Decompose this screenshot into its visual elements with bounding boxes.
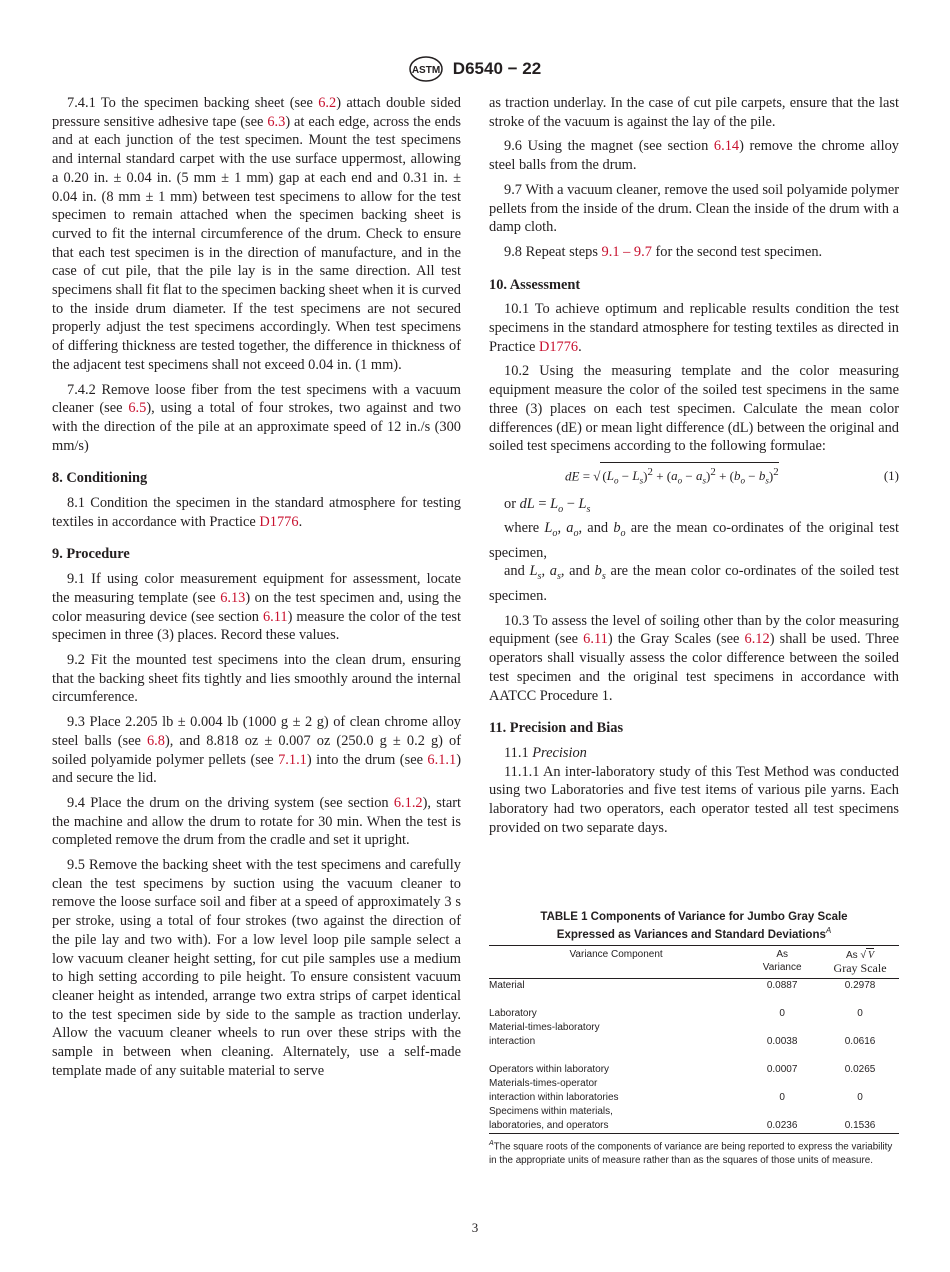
cross-reference-link[interactable]: 6.1.2 bbox=[393, 794, 423, 811]
gray-scale-value: 0 bbox=[857, 1007, 863, 1019]
variance-value: 0 bbox=[779, 1007, 785, 1019]
paragraph bbox=[489, 763, 899, 838]
text: where bbox=[504, 520, 545, 537]
cross-reference-link[interactable]: 6.14 bbox=[713, 138, 740, 155]
left-column bbox=[52, 94, 461, 1086]
text: = bbox=[534, 495, 551, 512]
text: 9.8 Repeat steps bbox=[504, 243, 602, 260]
paragraph bbox=[52, 713, 461, 788]
text: as traction underlay. In the case of cut pile carpets, ensure that the last stroke of the vacuum is against the lay of the pile. bbox=[489, 95, 899, 130]
math-subscript: s bbox=[537, 571, 542, 583]
caption-footnote-mark: A bbox=[825, 926, 832, 935]
sqrt-v: V bbox=[867, 949, 875, 961]
row-label bbox=[489, 1063, 743, 1077]
paragraph bbox=[489, 137, 899, 174]
cross-reference-link[interactable]: 6.1.1 bbox=[427, 751, 457, 768]
text: , bbox=[541, 563, 550, 580]
row-label bbox=[489, 1007, 743, 1021]
variance-value: 0 bbox=[779, 1091, 785, 1103]
cross-reference-link[interactable]: 7.1.1 bbox=[278, 751, 307, 768]
paragraph bbox=[489, 94, 899, 131]
variance-value: 0.0038 bbox=[766, 1035, 798, 1047]
math-variable: L bbox=[529, 563, 538, 580]
paragraph bbox=[52, 94, 461, 375]
text: 9.5 Remove the backing sheet with the test specimens and carefully clean the test specimens by suction using the vacuum cleaner to remove the loose surface soil and fiber at a speed of approximately 3 s per stroke, using a total of four strokes (two against the direction of the pile lay and two with). For a low level loop pile sample select a low vacuum cleaner height setting, for cut pile samples use a medium to high setting according to pile height. To ensure consistent vacuum cleaner height as intended, arrange two extra strips of carpet identical to the test specimen side by side to the sample as traction underlay. Allow the vacuum cleaner wheels to run over these strips with the sample in between when cleaning. Alternately, use a self-made template made of any suitable material to serve bbox=[52, 857, 461, 1079]
variance-value: 0.0887 bbox=[766, 979, 798, 991]
math-variable: a bbox=[566, 520, 574, 537]
label-line: interaction within laboratories bbox=[489, 1091, 619, 1103]
paragraph bbox=[489, 495, 899, 520]
text: ) measure the color of the test specimen in three (3) places. Record these values. bbox=[52, 608, 461, 644]
cross-reference-link[interactable]: 9.1 – 9.7 bbox=[601, 243, 652, 260]
text: 9.2 Fit the mounted test specimens into the clean drum, ensuring that the backing sheet fits tightly and lies smoothly around the internal circumference. bbox=[52, 651, 461, 706]
text: 7.4.1 To the specimen backing sheet (see bbox=[67, 95, 319, 111]
text: , and bbox=[578, 520, 614, 537]
text: and bbox=[504, 563, 530, 580]
paragraph bbox=[489, 362, 899, 456]
text: 8.1 Condition the specimen in the standard atmosphere for testing textiles in accordance with Practice bbox=[52, 495, 461, 530]
paragraph bbox=[489, 744, 899, 763]
paragraph bbox=[52, 381, 461, 456]
text: ), start the machine and allow the drum to rotate for 30 min. When the test is completed remove the drum from the cradle and set it upright. bbox=[52, 794, 462, 849]
text: or bbox=[504, 495, 520, 512]
section-heading bbox=[489, 719, 899, 738]
italic-heading: Precision bbox=[532, 744, 587, 761]
label-line: Operators within laboratory bbox=[489, 1063, 610, 1075]
text: ) shall be used. Three operators shall visually assess the color difference between the soiled test specimen and the original test specimens in accordance with AATCC Procedure 1. bbox=[489, 631, 899, 704]
text: ) at each edge, across the ends and at each junction of the test specimen. Mount the test specimens and internal standard carpet with the use surface uppermost, allowing a 0.20 in. ± 0.04 in. (5 mm ± 1 mm) gap at each end and 0.31 in. ± 0.04 in. (8 mm ± 1 mm) between test specimens to allow for the test specimen to remain attached when the specimen backing sheet is curved to fit the internal circumference of the drum. Check to ensure that each test specimen is in the direction of manufacture, and in the case of cut pile, that the pile lay is in the same direction. All test specimens shall fit flat to the specimen backing sheet when it is curved to the inside drum diameter. If the test specimens are not secured properly adjust the test specimens accordingly. When test specimens of differing thickness are tested together, the difference in thickness of the adjacent test specimens shall not exceed 0.04 in. (1 mm). bbox=[52, 113, 461, 373]
table-row bbox=[489, 1007, 899, 1021]
gray-scale-value: 0.1536 bbox=[844, 1119, 876, 1131]
text: ) the Gray Scales (see bbox=[607, 631, 745, 648]
page-number: 3 bbox=[471, 1220, 479, 1235]
right-column bbox=[489, 94, 899, 843]
gray-scale-value: 0 bbox=[857, 1091, 863, 1103]
text: , bbox=[557, 520, 567, 537]
table-row bbox=[489, 1105, 899, 1134]
gray-scale-value: 0.0265 bbox=[844, 1063, 876, 1075]
text: . bbox=[578, 338, 582, 355]
label-line: Materials-times-operator bbox=[489, 1077, 598, 1089]
paragraph bbox=[52, 856, 461, 1080]
row-label bbox=[489, 978, 743, 993]
table-header-row bbox=[489, 945, 899, 978]
text: 10.1 To achieve optimum and replicable results condition the test specimens in the standard atmosphere for testing textiles as directed in Practice bbox=[489, 301, 899, 355]
text: ) attach double sided pressure sensitive adhesive tape (see bbox=[52, 95, 461, 130]
paragraph bbox=[489, 300, 899, 356]
math-subscript: o bbox=[573, 528, 579, 540]
math-variable: L bbox=[550, 495, 559, 512]
cross-reference-link[interactable]: D1776 bbox=[538, 338, 579, 355]
label-line: Laboratory bbox=[489, 1007, 537, 1019]
text: 10.3 To assess the level of soiling other than by the color measuring equipment (see bbox=[489, 612, 899, 648]
cross-reference-link[interactable]: 6.3 bbox=[267, 113, 286, 130]
header-text: As bbox=[776, 948, 788, 960]
cross-reference-link[interactable]: 6.5 bbox=[128, 400, 147, 417]
label-line: Material-times-laboratory bbox=[489, 1021, 600, 1033]
label-line: interaction bbox=[489, 1035, 536, 1047]
text: ) and secure the lid. bbox=[52, 751, 461, 787]
gray-scale-value: 0.2978 bbox=[844, 979, 876, 991]
col-header-variance bbox=[743, 945, 821, 978]
section-heading bbox=[52, 469, 461, 488]
table-row bbox=[489, 1077, 899, 1105]
row-gap bbox=[489, 993, 899, 1007]
math-variable: dL bbox=[519, 495, 535, 512]
text: 10.2 Using the measuring template and the color measuring equipment measure the color of the soiled test specimens in the same three (3) places on each test specimen. Calculate the mean color differences (dE) or mean light difference (dL) between the original and soiled test specimens according to the following formulae: bbox=[489, 363, 899, 455]
math-variable: b bbox=[613, 520, 621, 537]
text: ) into the drum (see bbox=[306, 751, 428, 768]
text: ), using a total of four strokes, two against and two with the direction of the pile at an approximate speed of 12 in./s (300 mm/s) bbox=[52, 400, 461, 454]
table-footnote bbox=[489, 1137, 899, 1167]
col-header-gray-scale: As √ V Gray Scale bbox=[821, 945, 899, 978]
label-line: Specimens within materials, bbox=[489, 1105, 613, 1117]
gray-scale-value: 0.0616 bbox=[844, 1035, 876, 1047]
text: 7.4.2 Remove loose fiber from the test specimens with a vacuum cleaner (see bbox=[52, 381, 461, 417]
text: 10. Assessment bbox=[489, 276, 581, 293]
text: 9.3 Place 2.205 lb ± 0.004 lb (1000 g ± 2 g) of clean chrome alloy steel balls (see bbox=[52, 714, 461, 749]
cross-reference-link[interactable]: 6.8 bbox=[146, 732, 165, 749]
cross-reference-link[interactable]: 6.11 bbox=[583, 631, 608, 648]
math-variable: a bbox=[549, 563, 557, 580]
text: ) remove the chrome alloy steel balls from the drum. bbox=[489, 138, 900, 174]
paragraph bbox=[489, 243, 899, 262]
header-text: Variance bbox=[762, 961, 802, 973]
text: . bbox=[298, 513, 303, 530]
variance-value: 0.0236 bbox=[766, 1119, 798, 1131]
text: ) on the test specimen and, using the color measuring device (see section bbox=[52, 589, 461, 625]
cross-reference-link[interactable]: 6.11 bbox=[262, 608, 288, 625]
text: for the second test specimen. bbox=[651, 243, 823, 260]
row-label bbox=[489, 1105, 743, 1134]
table-caption-line1: TABLE 1 Components of Variance for Jumbo Gray Scale bbox=[540, 911, 848, 923]
paragraph bbox=[52, 651, 461, 707]
text: 9.1 If using color measurement equipment for assessment, locate the measuring template (see bbox=[52, 571, 461, 606]
table-caption bbox=[489, 910, 899, 942]
row-label bbox=[489, 1021, 743, 1049]
label-line: laboratories, and operators bbox=[489, 1119, 609, 1131]
math-subscript: s bbox=[601, 571, 606, 583]
equation-number: (1) bbox=[883, 467, 899, 483]
section-heading bbox=[489, 276, 899, 295]
label-line: Material bbox=[489, 979, 525, 991]
text: 11. Precision and Bias bbox=[489, 720, 624, 737]
variance-value: 0.0007 bbox=[766, 1063, 798, 1075]
math-subscript: o bbox=[552, 528, 558, 540]
text: 11.1.1 An inter-laboratory study of this Test Method was conducted using two Laboratories and five test items of various pile yarns. Each laboratory had two operators, each operator tested all test specimens provided on two separate days. bbox=[489, 763, 899, 836]
paragraph bbox=[489, 519, 899, 562]
footnote-mark: A bbox=[489, 1139, 494, 1147]
page-header bbox=[0, 56, 950, 82]
table-row bbox=[489, 1021, 899, 1049]
document-designation: D6540 − 22 bbox=[452, 59, 542, 78]
paragraph bbox=[52, 794, 461, 850]
math-subscript: o bbox=[620, 528, 626, 540]
text: are the mean co-ordinates of the original test specimen, bbox=[489, 520, 899, 561]
footnote-text: The square roots of the components of variance are being reported to express the variability in the appropriate units of measure rather than as the squares of those units of measure. bbox=[489, 1141, 893, 1166]
text: 9. Procedure bbox=[52, 546, 130, 563]
caption-text: Expressed as Variances and Standard Deviations bbox=[556, 928, 826, 941]
section-heading bbox=[52, 545, 461, 564]
header-text: Gray Scale bbox=[833, 960, 887, 975]
table-row bbox=[489, 978, 899, 993]
astm-logo-icon bbox=[409, 56, 443, 82]
paragraph bbox=[489, 562, 899, 605]
variance-table bbox=[489, 945, 899, 1134]
text: , and bbox=[560, 563, 595, 580]
cross-reference-link[interactable]: 6.2 bbox=[318, 95, 337, 111]
math-subscript: s bbox=[556, 571, 561, 583]
paragraph bbox=[489, 612, 899, 706]
cross-reference-link[interactable]: 6.13 bbox=[220, 589, 246, 606]
math-subscript: o bbox=[558, 503, 564, 515]
math-subscript: s bbox=[586, 503, 591, 515]
table-caption-line2 bbox=[489, 924, 899, 942]
header-text: As bbox=[846, 949, 858, 961]
text: 8. Conditioning bbox=[52, 470, 148, 487]
math-variable: L bbox=[578, 495, 587, 512]
math-variable: L bbox=[544, 520, 553, 537]
formula-1 bbox=[489, 462, 899, 491]
cross-reference-link[interactable]: D1776 bbox=[259, 513, 299, 530]
paragraph bbox=[52, 494, 461, 531]
text: ), and 8.818 oz ± 0.007 oz (250.0 g ± 0.2 g) of soiled polyamide polymer pellets (see bbox=[52, 732, 462, 768]
text: 9.7 With a vacuum cleaner, remove the used soil polyamide polymer pellets from the inside of the drum. Clean the inside of the drum with a damp cloth. bbox=[489, 181, 900, 236]
text: 11.1 bbox=[504, 744, 533, 761]
text: − bbox=[563, 495, 579, 512]
paragraph bbox=[52, 570, 461, 645]
text: 9.4 Place the drum on the driving system (see section bbox=[67, 794, 394, 811]
formula-equation: dE = √ $(L_o - L_s)^2 + (a_o - a_s)^2 + (b_o - b_s)^2$ bbox=[565, 462, 779, 491]
row-gap bbox=[489, 1049, 899, 1063]
math-variable: b bbox=[594, 563, 602, 580]
text: 9.6 Using the magnet (see section bbox=[504, 138, 714, 155]
cross-reference-link[interactable]: 6.12 bbox=[744, 631, 770, 648]
svg-text:ASTM: ASTM bbox=[411, 65, 440, 76]
paragraph bbox=[489, 181, 899, 237]
table-1 bbox=[489, 910, 899, 1167]
row-label bbox=[489, 1077, 743, 1105]
col-header-component: Variance Component bbox=[489, 945, 743, 978]
text: are the mean color co-ordinates of the soiled test specimen. bbox=[489, 563, 899, 605]
table-row bbox=[489, 1063, 899, 1077]
